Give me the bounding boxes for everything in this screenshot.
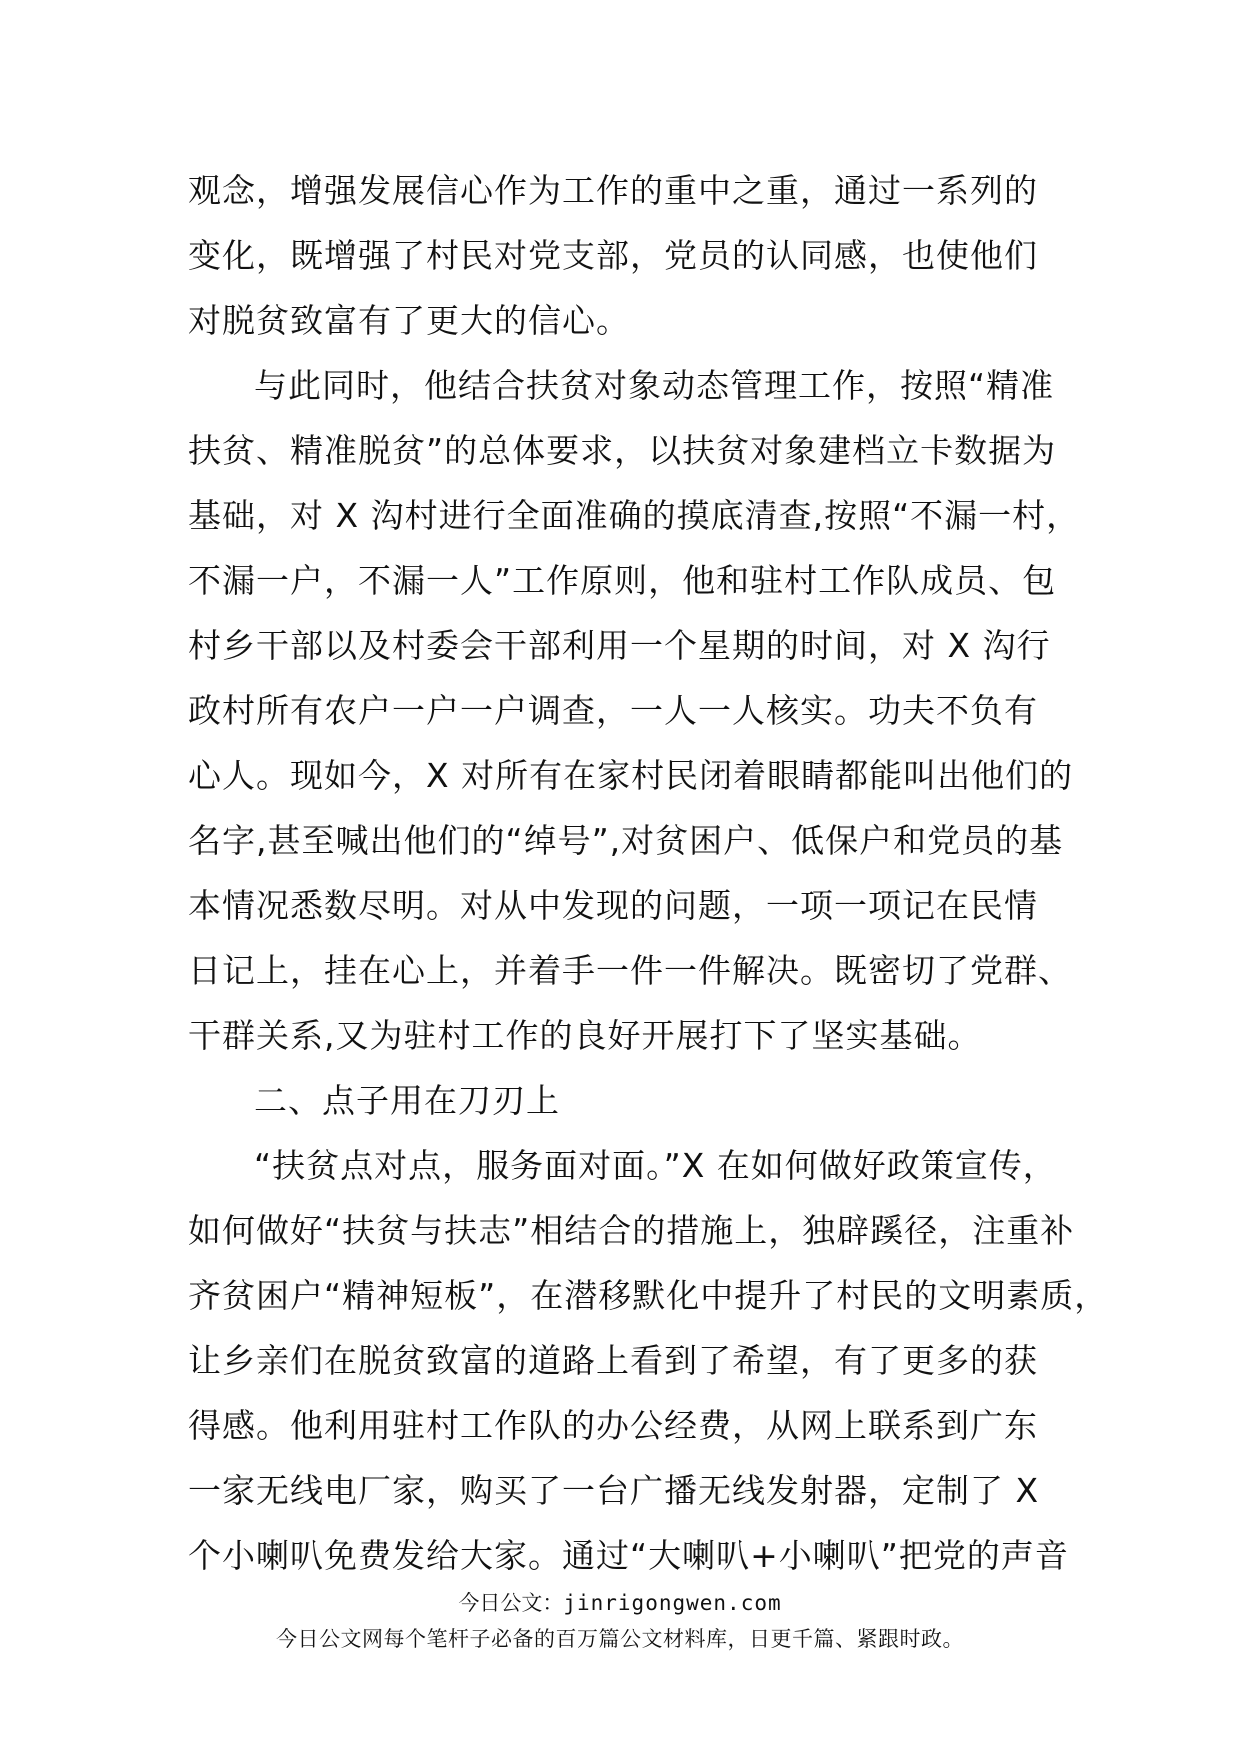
- text-line: 个小喇叭免费发给大家。通过“大喇叭+小喇叭”把党的声音: [188, 1536, 1069, 1575]
- text-line: 名字,甚至喊出他们的“绰号”,对贫困户、低保户和党员的基: [188, 821, 1064, 860]
- text-line: 对脱贫致富有了更大的信心。: [188, 301, 630, 340]
- text-line: 扶贫、精准脱贫”的总体要求，以扶贫对象建档立卡数据为: [188, 431, 1057, 470]
- paragraph-start-line: 与此同时，他结合扶贫对象动态管理工作，按照“精准: [254, 366, 1055, 405]
- text-line: 如何做好“扶贫与扶志”相结合的措施上，独辟蹊径，注重补: [188, 1211, 1075, 1250]
- text-line: 心人。现如今，X 对所有在家村民闭着眼睛都能叫出他们的: [188, 756, 1074, 795]
- text-line: 一家无线电厂家，购买了一台广播无线发射器，定制了 X: [188, 1471, 1040, 1510]
- footer-site-label: 今日公文：: [458, 1591, 564, 1615]
- document-body: [188, 158, 1109, 1588]
- text-line: 齐贫困户“精神短板”，在潜移默化中提升了村民的文明素质，: [188, 1276, 1109, 1315]
- footer-slogan: 今日公文网每个笔杆子必备的百万篇公文材料库，日更千篇、紧跟时政。: [276, 1627, 964, 1651]
- text-line: 日记上，挂在心上，并着手一件一件解决。既密切了党群、: [188, 951, 1072, 990]
- paragraph-start-line: “扶贫点对点，服务面对面。”X 在如何做好政策宣传，: [254, 1146, 1057, 1185]
- footer-site-url[interactable]: jinrigongwen.com: [563, 1591, 782, 1615]
- text-line: 村乡干部以及村委会干部利用一个星期的时间，对 X 沟行: [188, 626, 1051, 665]
- text-line: 干群关系,又为驻村工作的良好开展打下了坚实基础。: [188, 1016, 982, 1055]
- text-line: 变化，既增强了村民对党支部，党员的认同感，也使他们: [188, 236, 1038, 275]
- text-line: 基础，对 X 沟村进行全面准确的摸底清查,按照“不漏一村，: [188, 496, 1081, 535]
- text-line: 得感。他利用驻村工作队的办公经费，从网上联系到广东: [188, 1406, 1038, 1445]
- footer-site-line: [0, 1588, 1240, 1618]
- text-line: 观念，增强发展信心作为工作的重中之重，通过一系列的: [188, 171, 1038, 210]
- text-line: 让乡亲们在脱贫致富的道路上看到了希望，有了更多的获: [188, 1341, 1038, 1380]
- text-line: 不漏一户，不漏一人”工作原则，他和驻村工作队成员、包: [188, 561, 1057, 600]
- text-line: 政村所有农户一户一户调查，一人一人核实。功夫不负有: [188, 691, 1038, 730]
- text-line: 本情况悉数尽明。对从中发现的问题，一项一项记在民情: [188, 886, 1038, 925]
- section-heading: 二、点子用在刀刃上: [254, 1081, 560, 1120]
